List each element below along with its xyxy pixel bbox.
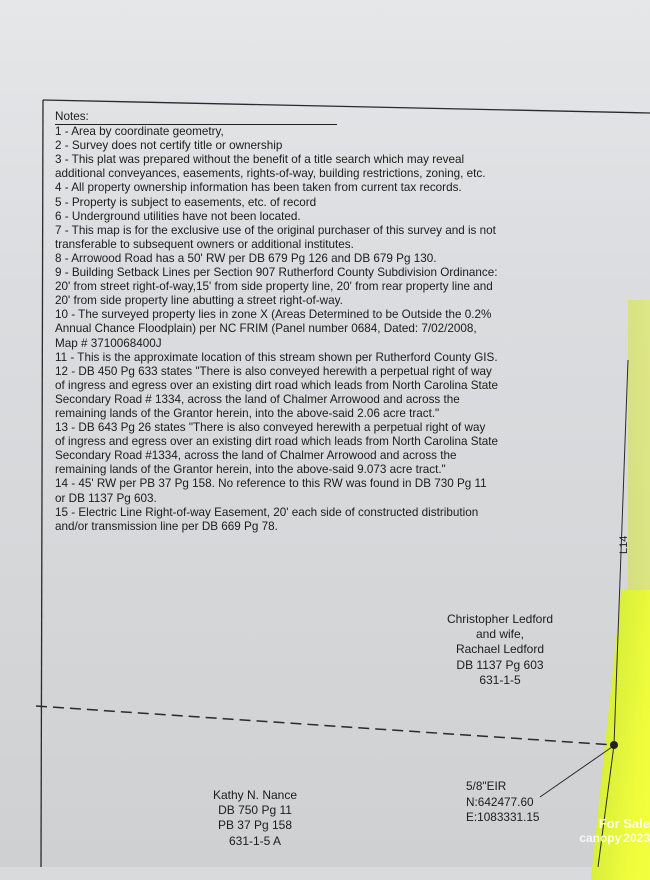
note-item: 11 - This is the approximate location of this stream shown per Rutherford County GIS. [55,350,498,364]
watermark-brand: canopy [579,831,622,845]
notes-heading-row [55,110,600,125]
easting: E:1083331.15 [466,810,540,824]
border-left [41,100,43,867]
notes-heading: Notes: [55,110,337,125]
adjoiner-ledford [420,612,580,688]
listing-watermark [572,817,650,845]
note-item: 5 - Property is subject to easements, etc. of record [55,195,317,209]
watermark-year: 2023 [623,831,650,845]
monument-label [466,779,576,826]
note-item: 10 - The surveyed property lies in zone X (Areas Determined to be Outside the 0.2% Annual Chance Floodplain) per NC FRIM (Panel number 0684, Dated: 7/02/2008, Map # 3710068400J [55,308,492,350]
note-item: 14 - 45' RW per PB 37 Pg 158. No reference to this RW was found in DB 730 Pg 11 or DB 1137 Pg 603. [55,477,487,505]
note-item: 4 - All property ownership information has been taken from current tax records. [55,181,462,195]
line-label-l14: L14 [618,535,630,554]
note-item: 1 - Area by coordinate geometry, [55,125,224,139]
note-item: 3 - This plat was prepared without the benefit of a title search which may reveal additional conveyances, easements, rights-of-way, building restrictions, zoning, etc. [55,153,486,181]
adjoiner-name-cont: and wife, [475,627,525,642]
note-item: 12 - DB 450 Pg 633 states "There is also conveyed herewith a perpetual right of way of ingress and egress over an existing dirt road which leads from North Carolina State Secondary Road # 1334, across the land of Chalmer Arrowood and across the remaining lands of the Grantor herein, into the above-said 2.06 acre tract." [55,364,499,420]
property-line-dashed [36,706,614,745]
note-item: 8 - Arrowood Road has a 50' RW per DB 679 Pg 126 and DB 679 Pg 130. [55,251,437,265]
parcel-id: 631-1-5 [479,672,521,687]
monument-type: 5/8"EIR [466,779,507,793]
note-item: 9 - Building Setback Lines per Section 907 Rutherford County Subdivision Ordinance: 20' from street right-of-way,15' from side property line, 20' from rear property line and 20' from side property line abutting a street right-of-way. [55,266,498,308]
adjoiner-spouse: Rachael Ledford [455,642,545,657]
deed-reference: DB 750 Pg 11 [218,803,292,818]
note-item: 15 - Electric Line Right-of-way Easement, 20' each side of constructed distribution and/or transmission line per DB 669 Pg 78. [55,505,479,533]
parcel-id: 631-1-5 A [228,833,282,848]
adjoiner-name: Kathy N. Nance [212,788,298,802]
note-item: 7 - This map is for the exclusive use of the original purchaser of this survey and is not transferable to subsequent owners or additional institutes. [55,223,496,251]
deed-reference: DB 1137 Pg 603 [456,657,544,672]
note-item: 2 - Survey does not certify title or ownership [55,139,283,153]
line-south [598,745,614,867]
iron-rod-marker [610,741,618,749]
note-item: 6 - Underground utilities have not been located. [55,209,301,223]
notes-block [55,110,600,534]
northing: N:642477.60 [466,794,534,809]
adjoiner-name: Christopher Ledford [446,612,554,626]
watermark-for-sale: For Sale [598,816,650,831]
adjoiner-nance [205,788,305,849]
plat-reference: PB 37 Pg 158 [217,818,293,833]
note-item: 13 - DB 643 Pg 26 states "There is also conveyed herewith a perpetual right of way of ingress and egress over an existing dirt road which leads from North Carolina State Secondary Road #1334, across the land of Chalmer Arrowood and across the remaining lands of the Grantor herein, into the above-said 9.073 acre tract." [55,421,499,477]
